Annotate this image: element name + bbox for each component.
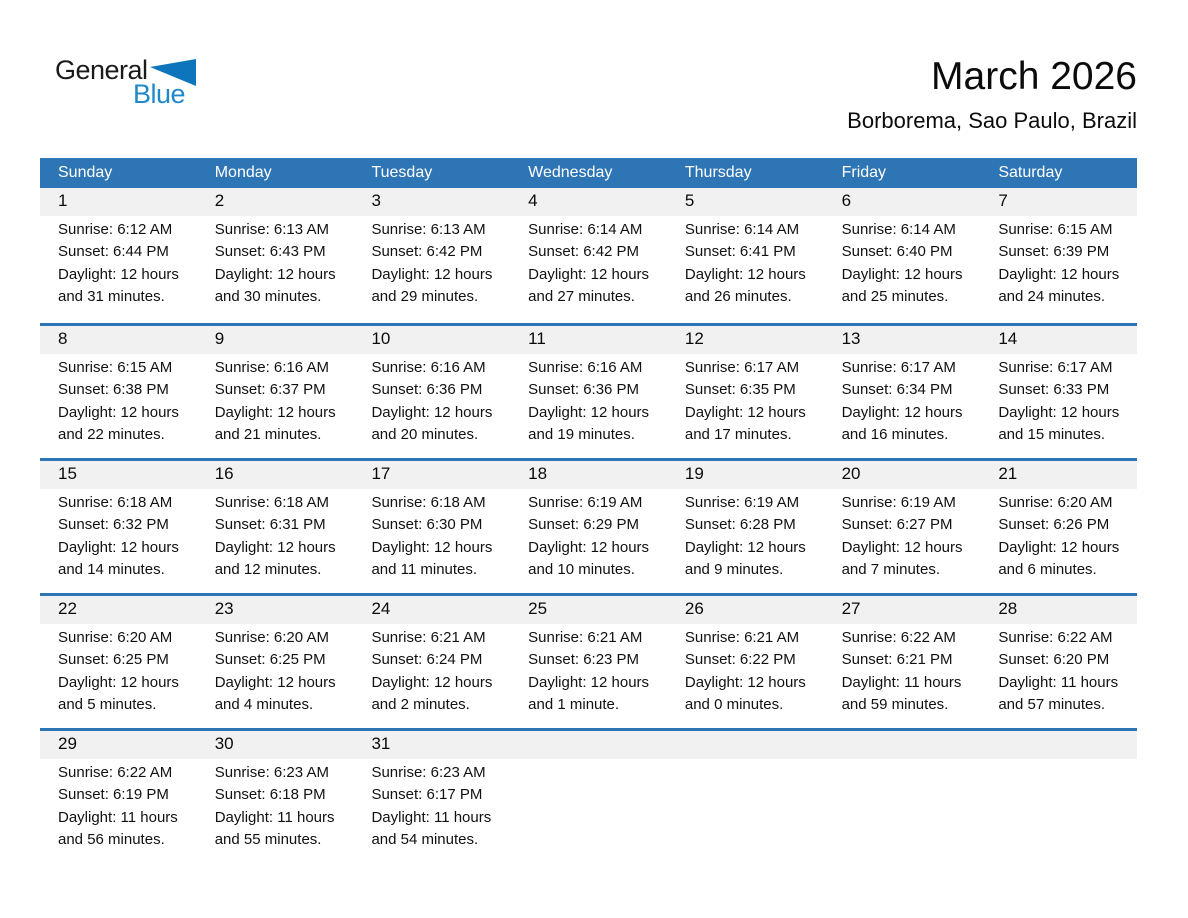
day-daylight-line1: Daylight: 11 hours	[58, 808, 178, 826]
day-sunrise: Sunrise: 6:17 AM	[841, 359, 956, 376]
day-number: 31	[371, 734, 391, 753]
day-sunrise: Sunrise: 6:23 AM	[214, 764, 329, 781]
day-daylight-line2: and 6 minutes.	[998, 561, 1097, 579]
day-number: 2	[214, 191, 225, 210]
day-number: 30	[214, 734, 234, 753]
day-sunrise: Sunrise: 6:15 AM	[998, 221, 1113, 238]
day-daylight-line1: Daylight: 11 hours	[841, 673, 962, 691]
day-sunset: Sunset: 6:44 PM	[58, 243, 169, 261]
week-info-row	[40, 759, 1137, 852]
day-daylight-line2: and 2 minutes.	[371, 696, 470, 714]
day-daylight-line1: Daylight: 11 hours	[998, 673, 1119, 691]
day-daylight-line2: and 12 minutes.	[214, 561, 322, 579]
day-number: 15	[58, 464, 77, 483]
day-cell	[510, 216, 667, 309]
day-cell	[40, 354, 197, 447]
day-daylight-line2: and 31 minutes.	[58, 288, 165, 306]
calendar-weeks	[40, 188, 1137, 863]
day-number: 19	[684, 464, 704, 483]
day-sunset: Sunset: 6:26 PM	[998, 516, 1110, 534]
day-sunset: Sunset: 6:22 PM	[684, 651, 796, 669]
day-sunrise: Sunrise: 6:16 AM	[214, 359, 329, 376]
day-sunset: Sunset: 6:42 PM	[528, 243, 640, 261]
day-daylight-line2: and 16 minutes.	[841, 426, 949, 444]
day-sunrise: Sunrise: 6:18 AM	[371, 494, 486, 511]
day-cell	[353, 354, 510, 447]
day-number: 3	[371, 191, 381, 210]
day-number: 21	[998, 464, 1018, 483]
day-cell	[40, 489, 197, 582]
day-sunset: Sunset: 6:17 PM	[371, 786, 483, 804]
day-sunset: Sunset: 6:41 PM	[684, 243, 796, 261]
day-number: 25	[528, 599, 548, 618]
day-daylight-line1: Daylight: 12 hours	[684, 673, 806, 691]
day-daylight-line2: and 59 minutes.	[841, 696, 949, 714]
day-cell	[980, 624, 1137, 717]
day-number: 8	[58, 329, 68, 348]
day-number: 14	[998, 329, 1018, 348]
day-daylight-line1: Daylight: 12 hours	[371, 265, 493, 283]
day-daylight-line1: Daylight: 12 hours	[371, 538, 493, 556]
day-daylight-line2: and 1 minute.	[528, 696, 620, 714]
day-daylight-line2: and 54 minutes.	[371, 831, 479, 849]
day-sunset: Sunset: 6:23 PM	[528, 651, 640, 669]
day-number: 16	[214, 464, 234, 483]
day-daylight-line1: Daylight: 12 hours	[684, 403, 806, 421]
day-sunrise: Sunrise: 6:21 AM	[684, 629, 800, 646]
day-cell	[353, 216, 510, 309]
day-cell	[40, 216, 197, 309]
day-sunset: Sunset: 6:40 PM	[841, 243, 953, 261]
day-sunrise: Sunrise: 6:16 AM	[371, 359, 486, 376]
day-daylight-line1: Daylight: 12 hours	[58, 265, 179, 283]
day-cell	[197, 354, 354, 447]
day-sunset: Sunset: 6:37 PM	[214, 381, 326, 399]
day-cell	[510, 489, 667, 582]
day-number-band	[40, 596, 1137, 624]
day-cell	[667, 216, 824, 309]
logo	[55, 56, 275, 108]
day-number: 6	[841, 191, 852, 210]
day-number: 28	[998, 599, 1018, 618]
day-daylight-line2: and 0 minutes.	[684, 696, 784, 714]
empty-day-number	[824, 731, 981, 759]
day-sunset: Sunset: 6:27 PM	[841, 516, 953, 534]
day-sunset: Sunset: 6:21 PM	[841, 651, 953, 669]
day-number: 1	[58, 191, 68, 210]
day-cell	[510, 624, 667, 717]
day-sunset: Sunset: 6:28 PM	[684, 516, 796, 534]
day-daylight-line1: Daylight: 12 hours	[684, 265, 806, 283]
day-sunset: Sunset: 6:20 PM	[998, 651, 1110, 669]
day-daylight-line1: Daylight: 12 hours	[214, 538, 336, 556]
day-cell	[197, 624, 354, 717]
day-number: 10	[371, 329, 391, 348]
week-info-row	[40, 354, 1137, 447]
day-sunrise: Sunrise: 6:20 AM	[998, 494, 1113, 511]
day-sunset: Sunset: 6:39 PM	[998, 243, 1110, 261]
day-daylight-line1: Daylight: 12 hours	[371, 673, 493, 691]
day-daylight-line1: Daylight: 12 hours	[214, 673, 336, 691]
empty-day-number	[980, 731, 1137, 759]
day-sunset: Sunset: 6:25 PM	[58, 651, 169, 669]
day-cell	[667, 489, 824, 582]
day-daylight-line2: and 26 minutes.	[684, 288, 792, 306]
day-cell	[353, 624, 510, 717]
week-row	[40, 593, 1137, 728]
title-block	[847, 56, 1137, 134]
day-number: 26	[684, 599, 704, 618]
day-cell	[824, 354, 981, 447]
empty-day-number	[510, 731, 667, 759]
day-sunset: Sunset: 6:38 PM	[58, 381, 169, 399]
day-sunrise: Sunrise: 6:18 AM	[58, 494, 173, 511]
day-daylight-line2: and 10 minutes.	[528, 561, 635, 579]
day-daylight-line1: Daylight: 12 hours	[528, 403, 650, 421]
weekday-header-thursday: Thursday	[684, 164, 752, 181]
day-daylight-line1: Daylight: 12 hours	[58, 673, 179, 691]
day-daylight-line2: and 27 minutes.	[528, 288, 635, 306]
day-sunrise: Sunrise: 6:20 AM	[58, 629, 173, 646]
day-number: 24	[371, 599, 391, 618]
logo-text-blue: Blue	[133, 79, 186, 109]
day-daylight-line2: and 55 minutes.	[214, 831, 322, 849]
day-daylight-line1: Daylight: 12 hours	[998, 403, 1120, 421]
day-sunrise: Sunrise: 6:19 AM	[528, 494, 643, 511]
day-sunset: Sunset: 6:32 PM	[58, 516, 169, 534]
day-cell	[40, 759, 197, 852]
header-area	[0, 0, 1188, 138]
empty-day-cell	[824, 759, 981, 852]
day-cell	[980, 354, 1137, 447]
empty-day-cell	[980, 759, 1137, 852]
day-cell	[197, 489, 354, 582]
day-sunset: Sunset: 6:35 PM	[684, 381, 796, 399]
day-sunset: Sunset: 6:31 PM	[214, 516, 326, 534]
day-sunset: Sunset: 6:34 PM	[841, 381, 953, 399]
calendar-table	[40, 158, 1137, 863]
day-sunrise: Sunrise: 6:15 AM	[58, 359, 173, 376]
empty-day-number	[667, 731, 824, 759]
day-sunset: Sunset: 6:18 PM	[214, 786, 326, 804]
day-number-band	[40, 188, 1137, 216]
day-number: 13	[841, 329, 861, 348]
weekday-header-sunday: Sunday	[58, 164, 113, 181]
day-number: 4	[528, 191, 538, 210]
day-sunrise: Sunrise: 6:14 AM	[841, 221, 956, 238]
day-sunrise: Sunrise: 6:19 AM	[684, 494, 800, 511]
day-sunrise: Sunrise: 6:17 AM	[684, 359, 800, 376]
day-daylight-line2: and 24 minutes.	[998, 288, 1106, 306]
logo-text-general: General	[55, 55, 148, 85]
day-daylight-line1: Daylight: 11 hours	[371, 808, 492, 826]
day-daylight-line2: and 17 minutes.	[684, 426, 792, 444]
day-daylight-line1: Daylight: 12 hours	[841, 538, 963, 556]
day-cell	[197, 216, 354, 309]
day-daylight-line1: Daylight: 12 hours	[371, 403, 493, 421]
day-daylight-line2: and 25 minutes.	[841, 288, 949, 306]
page-title: March 2026	[931, 55, 1137, 98]
day-daylight-line2: and 4 minutes.	[214, 696, 314, 714]
day-cell	[667, 354, 824, 447]
day-daylight-line2: and 5 minutes.	[58, 696, 157, 714]
day-sunset: Sunset: 6:36 PM	[371, 381, 483, 399]
day-sunset: Sunset: 6:25 PM	[214, 651, 326, 669]
day-sunrise: Sunrise: 6:20 AM	[214, 629, 329, 646]
day-number: 5	[684, 191, 695, 210]
day-sunrise: Sunrise: 6:18 AM	[214, 494, 329, 511]
day-daylight-line2: and 21 minutes.	[214, 426, 322, 444]
day-daylight-line2: and 15 minutes.	[998, 426, 1106, 444]
day-sunset: Sunset: 6:29 PM	[528, 516, 640, 534]
day-sunset: Sunset: 6:24 PM	[371, 651, 483, 669]
day-daylight-line2: and 14 minutes.	[58, 561, 165, 579]
day-daylight-line1: Daylight: 12 hours	[58, 538, 179, 556]
week-info-row	[40, 624, 1137, 717]
day-daylight-line1: Daylight: 12 hours	[528, 538, 650, 556]
day-number: 17	[371, 464, 391, 483]
day-number: 29	[58, 734, 77, 753]
week-info-row	[40, 216, 1137, 309]
day-sunrise: Sunrise: 6:22 AM	[841, 629, 956, 646]
day-cell	[980, 489, 1137, 582]
day-sunrise: Sunrise: 6:12 AM	[58, 221, 173, 238]
day-cell	[667, 624, 824, 717]
day-daylight-line1: Daylight: 12 hours	[214, 403, 336, 421]
day-daylight-line2: and 9 minutes.	[684, 561, 784, 579]
day-daylight-line2: and 29 minutes.	[371, 288, 479, 306]
empty-day-cell	[667, 759, 824, 852]
week-row	[40, 188, 1137, 323]
day-daylight-line1: Daylight: 12 hours	[841, 265, 963, 283]
day-sunrise: Sunrise: 6:21 AM	[371, 629, 486, 646]
day-daylight-line1: Daylight: 12 hours	[528, 673, 650, 691]
day-cell	[353, 489, 510, 582]
day-cell	[980, 216, 1137, 309]
day-cell	[824, 489, 981, 582]
day-daylight-line2: and 11 minutes.	[371, 561, 478, 579]
day-daylight-line1: Daylight: 12 hours	[998, 538, 1120, 556]
week-info-row	[40, 489, 1137, 582]
day-daylight-line2: and 57 minutes.	[998, 696, 1106, 714]
weekday-header-tuesday: Tuesday	[371, 164, 433, 181]
week-row	[40, 728, 1137, 863]
day-sunrise: Sunrise: 6:19 AM	[841, 494, 956, 511]
day-daylight-line2: and 7 minutes.	[841, 561, 940, 579]
day-daylight-line1: Daylight: 12 hours	[684, 538, 806, 556]
day-number: 9	[214, 329, 225, 348]
page-subtitle: Borborema, Sao Paulo, Brazil	[847, 107, 1137, 133]
day-sunrise: Sunrise: 6:13 AM	[214, 221, 329, 238]
day-number: 7	[998, 191, 1008, 210]
day-sunrise: Sunrise: 6:13 AM	[371, 221, 486, 238]
day-number: 23	[214, 599, 234, 618]
day-cell	[353, 759, 510, 852]
week-row	[40, 458, 1137, 593]
day-sunset: Sunset: 6:19 PM	[58, 786, 169, 804]
day-cell	[197, 759, 354, 852]
weekday-header-saturday: Saturday	[998, 164, 1063, 181]
day-number-band	[40, 326, 1137, 354]
day-sunrise: Sunrise: 6:17 AM	[998, 359, 1113, 376]
day-sunrise: Sunrise: 6:22 AM	[58, 764, 173, 781]
day-daylight-line2: and 22 minutes.	[58, 426, 165, 444]
day-cell	[824, 216, 981, 309]
day-sunrise: Sunrise: 6:22 AM	[998, 629, 1113, 646]
weekday-header-friday: Friday	[841, 164, 887, 181]
weekday-header-wednesday: Wednesday	[528, 164, 613, 181]
day-number-band	[40, 731, 1137, 759]
day-daylight-line1: Daylight: 12 hours	[528, 265, 650, 283]
day-daylight-line2: and 30 minutes.	[214, 288, 322, 306]
day-daylight-line1: Daylight: 11 hours	[214, 808, 335, 826]
day-number: 11	[528, 329, 546, 348]
day-daylight-line1: Daylight: 12 hours	[841, 403, 963, 421]
day-sunrise: Sunrise: 6:23 AM	[371, 764, 486, 781]
day-sunrise: Sunrise: 6:14 AM	[684, 221, 800, 238]
day-number: 22	[58, 599, 77, 618]
day-number: 12	[684, 329, 704, 348]
day-cell	[40, 624, 197, 717]
day-sunrise: Sunrise: 6:16 AM	[528, 359, 643, 376]
week-row	[40, 323, 1137, 458]
weekday-header-row	[40, 158, 1137, 188]
day-sunrise: Sunrise: 6:14 AM	[528, 221, 643, 238]
empty-day-cell	[510, 759, 667, 852]
day-sunset: Sunset: 6:30 PM	[371, 516, 483, 534]
day-daylight-line2: and 56 minutes.	[58, 831, 165, 849]
day-daylight-line1: Daylight: 12 hours	[214, 265, 336, 283]
day-sunrise: Sunrise: 6:21 AM	[528, 629, 643, 646]
day-sunset: Sunset: 6:36 PM	[528, 381, 640, 399]
day-cell	[824, 624, 981, 717]
day-daylight-line2: and 19 minutes.	[528, 426, 635, 444]
day-sunset: Sunset: 6:43 PM	[214, 243, 326, 261]
weekday-header-monday: Monday	[214, 164, 272, 181]
day-sunset: Sunset: 6:42 PM	[371, 243, 483, 261]
day-daylight-line1: Daylight: 12 hours	[58, 403, 179, 421]
day-number: 20	[841, 464, 861, 483]
day-number: 18	[528, 464, 548, 483]
day-daylight-line1: Daylight: 12 hours	[998, 265, 1120, 283]
day-number: 27	[841, 599, 861, 618]
day-sunset: Sunset: 6:33 PM	[998, 381, 1110, 399]
day-cell	[510, 354, 667, 447]
day-number-band	[40, 461, 1137, 489]
day-daylight-line2: and 20 minutes.	[371, 426, 479, 444]
